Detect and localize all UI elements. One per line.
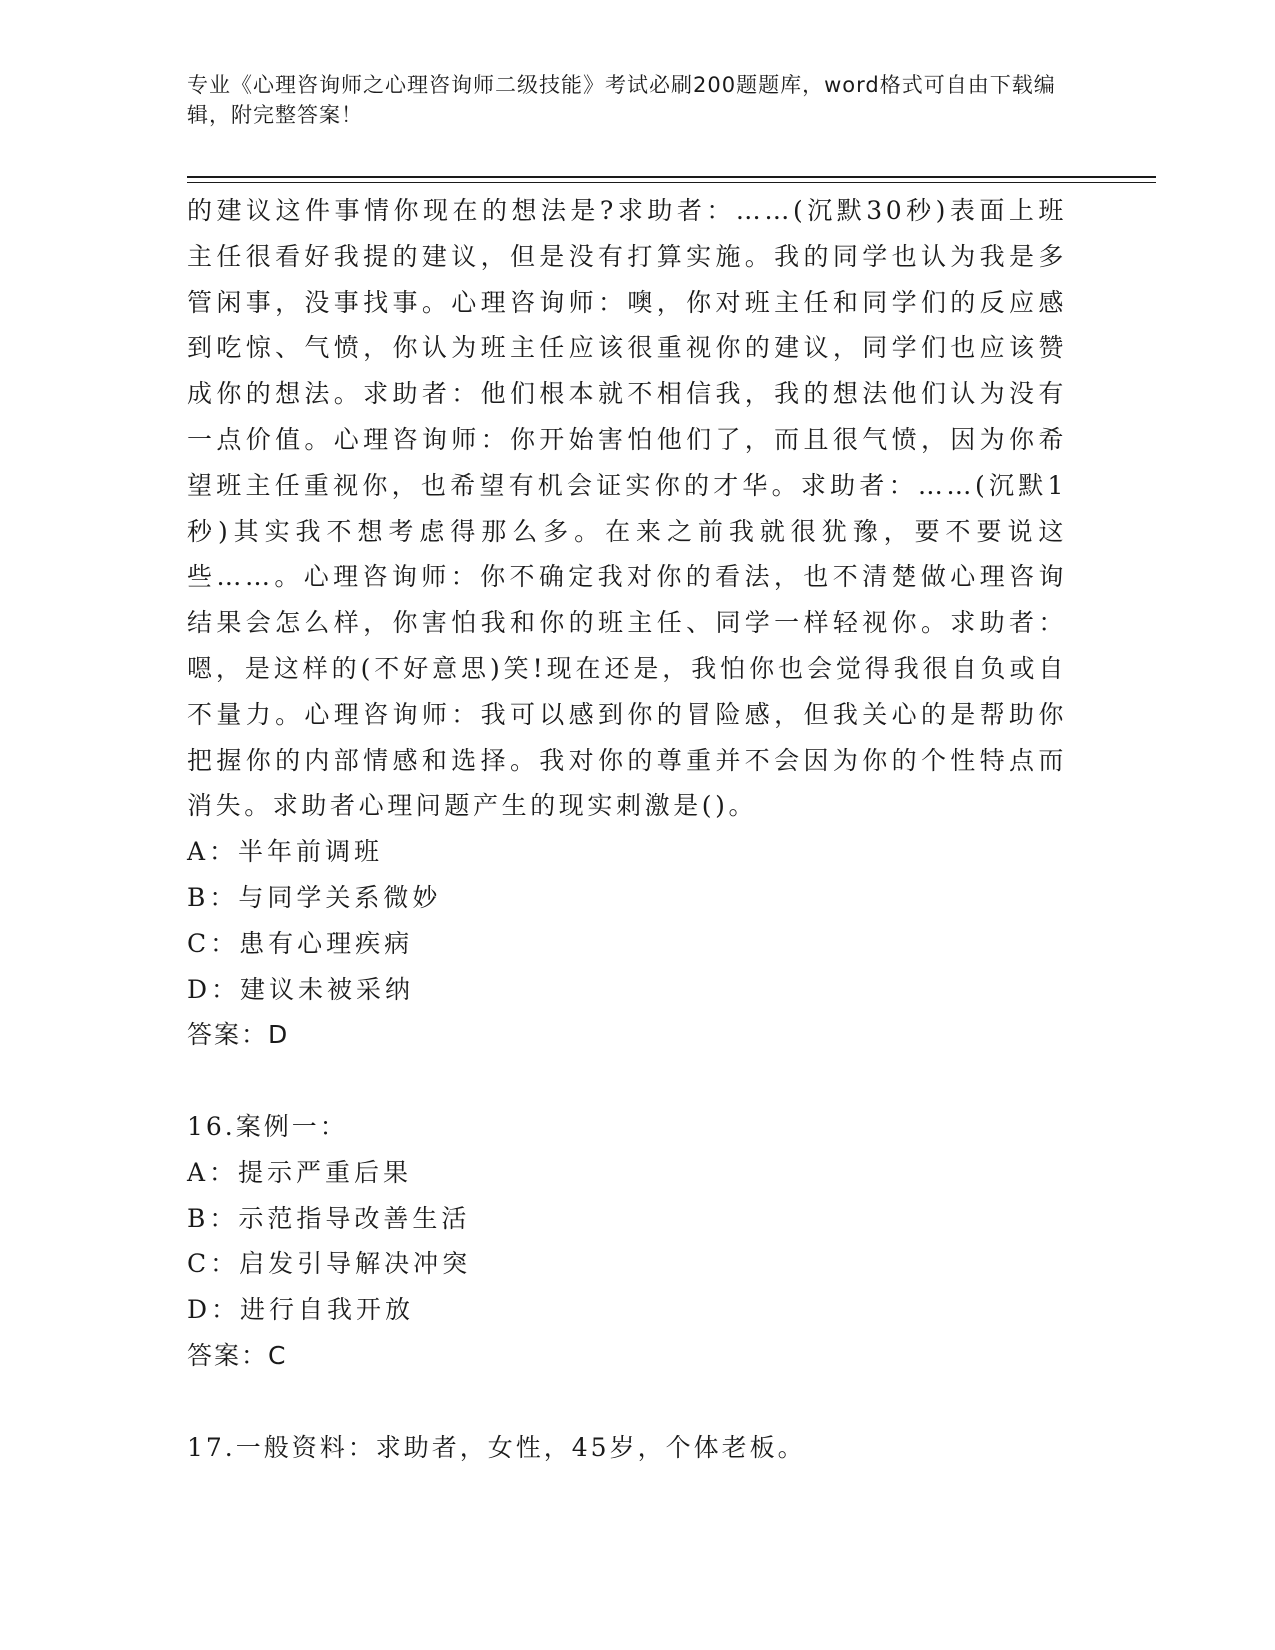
document-body xyxy=(187,188,1067,1470)
question-15-passage: 的建议这件事情你现在的想法是?求助者：……(沉默30秒)表面上班主任很看好我提的建议，但是没有打算实施。我的同学也认为我是多管闲事，没事找事。心理咨询师：噢，你对班主任和同学们的反应感到吃惊、气愤，你认为班主任应该很重视你的建议，同学们也应该赞成你的想法。求助者：他们根本就不相信我，我的想法他们认为没有一点价值。心理咨询师：你开始害怕他们了，而且很气愤，因为你希望班主任重视你，也希望有机会证实你的才华。求助者：……(沉默1秒)其实我不想考虑得那么多。在来之前我就很犹豫，要不要说这些……。心理咨询师：你不确定我对你的看法，也不清楚做心理咨询结果会怎么样，你害怕我和你的班主任、同学一样轻视你。求助者：嗯，是这样的(不好意思)笑!现在还是，我怕你也会觉得我很自负或自不量力。心理咨询师：我可以感到你的冒险感，但我关心的是帮助你把握你的内部情感和选择。我对你的尊重并不会因为你的个性特点而消失。求助者心理问题产生的现实刺激是()。 xyxy=(187,196,1067,821)
question-15-option-a: A：半年前调班 xyxy=(187,837,384,867)
header-rule-thin xyxy=(187,182,1156,183)
question-15-option-c: C：患有心理疾病 xyxy=(187,928,414,958)
header-rule-thick xyxy=(187,176,1156,178)
question-16-answer: 答案：C xyxy=(187,1340,288,1370)
question-15-answer: 答案：D xyxy=(187,1020,290,1050)
question-17 xyxy=(187,1425,1067,1471)
question-15-option-b: B：与同学关系微妙 xyxy=(187,882,442,912)
question-15 xyxy=(187,188,1067,1058)
question-16-option-d: D：进行自我开放 xyxy=(187,1295,415,1325)
question-17-title: 17.一般资料：求助者，女性，45岁，个体老板。 xyxy=(187,1432,806,1462)
spacer xyxy=(187,1058,1067,1104)
question-16-option-a: A：提示严重后果 xyxy=(187,1157,413,1187)
spacer xyxy=(187,1379,1067,1425)
question-16-title: 16.案例一： xyxy=(187,1111,348,1141)
document-header: 专业《心理咨询师之心理咨询师二级技能》考试必刷200题题库，word格式可自由下载编辑，附完整答案！ xyxy=(187,73,1056,127)
question-16-option-b: B：示范指导改善生活 xyxy=(187,1203,471,1233)
question-15-option-d: D：建议未被采纳 xyxy=(187,974,415,1004)
question-16 xyxy=(187,1104,1067,1379)
question-16-option-c: C：启发引导解决冲突 xyxy=(187,1249,472,1279)
